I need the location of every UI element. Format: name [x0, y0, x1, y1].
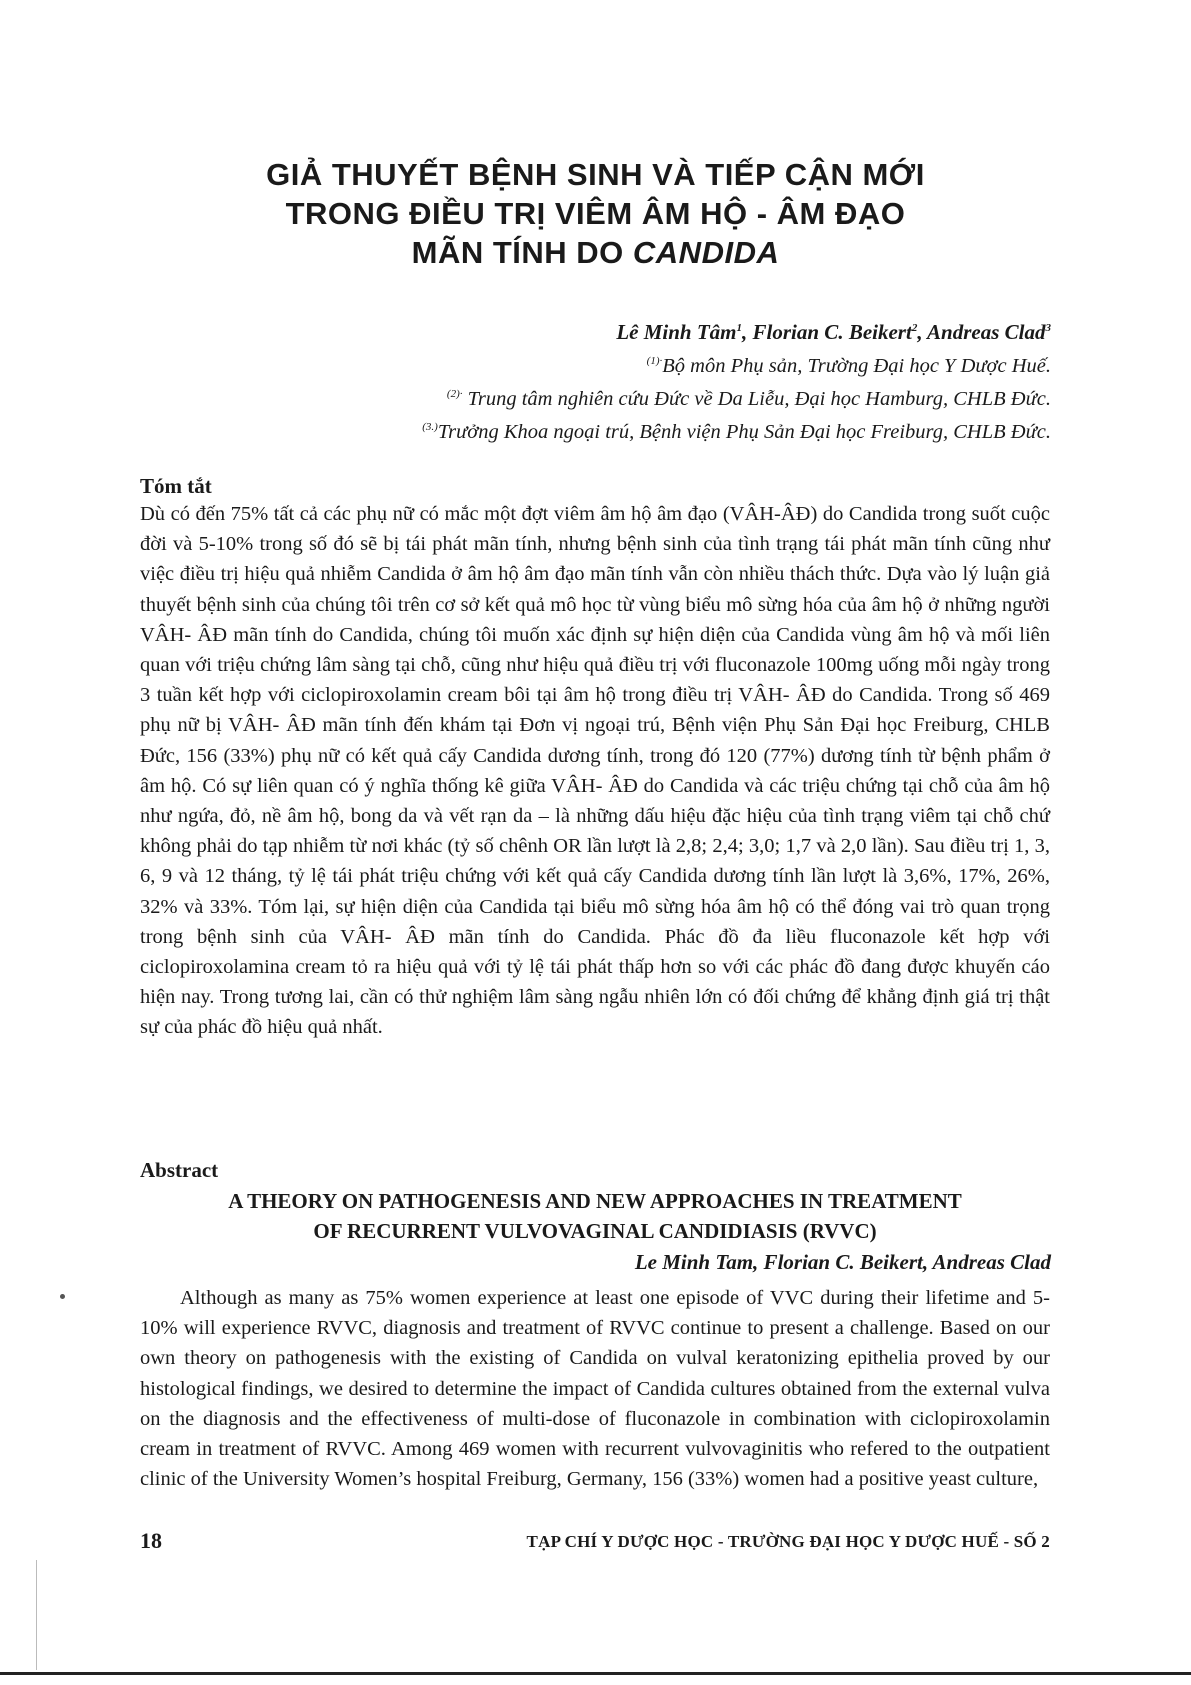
title-line-3-prefix: MÃN TÍNH DO	[411, 235, 633, 270]
author-3-sup: 3	[1045, 322, 1051, 334]
affiliation-2	[422, 380, 1051, 413]
affiliation-3-mark: (3.)	[422, 420, 438, 433]
affiliation-1-text: Bộ môn Phụ sản, Trường Đại học Y Dược Huế.	[662, 354, 1051, 377]
journal-name: TẠP CHÍ Y DƯỢC HỌC - TRƯỜNG ĐẠI HỌC Y DƯỢC HUẾ - SỐ 2	[526, 1532, 1050, 1551]
affiliation-3-text: Trưởng Khoa ngoại trú, Bệnh viện Phụ Sản Đại học Freiburg, CHLB Đức.	[437, 420, 1051, 443]
affiliation-2-text: Trung tâm nghiên cứu Đức về Da Liễu, Đại học Hamburg, CHLB Đức.	[462, 387, 1051, 410]
abstract-authors: Le Minh Tam, Florian C. Beikert, Andreas Clad	[634, 1250, 1051, 1274]
abstract-text: Although as many as 75% women experience at least one episode of VVC during their lifetime and 5-10% will experience RVVC, diagnosis and treatment of RVVC continue to present a challenge. Based on our own theory on pathogenesis with the existing of Candida on vulval keratonizing epithelia proved by our histological findings, we desired to determine the impact of Candida cultures obtained from the external vulva on the diagnosis and the effectiveness of multi-dose of fluconazole in combination with ciclopiroxolamin cream in treatment of RVVC. Among 469 women with recurrent vulvovaginitis who refered to the outpatient clinic of the University Women’s hospital Freiburg, Germany, 156 (33%) women had a positive yeast culture,	[140, 1287, 1050, 1491]
abstract-title-line-1: A THEORY ON PATHOGENESIS AND NEW APPROACHES IN TREATMENT	[228, 1189, 962, 1213]
abstract-heading: Abstract	[140, 1158, 219, 1182]
abstract-section	[140, 1283, 1050, 1494]
author-3: Andreas Clad	[927, 320, 1046, 344]
affiliation-1-mark: (1)·	[646, 355, 663, 367]
page-number: 18	[140, 1528, 162, 1553]
author-names: Lê Minh Tâm$^1$, Florian C. Beikert$^2$, Andreas Clad$^3$	[616, 320, 1051, 344]
title-line-1: GIẢ THUYẾT BỆNH SINH VÀ TIẾP CẬN MỚI	[266, 157, 925, 192]
summary-text: Dù có đến 75% tất cả các phụ nữ có mắc một đợt viêm âm hộ âm đạo (VÂH-ÂĐ) do Candida trong suốt cuộc đời và 5-10% trong số đó sẽ bị tái phát mãn tính, nhưng bệnh sinh của tình trạng tái phát mãn tính cũng như việc điều trị hiệu quả nhiễm Candida ở âm hộ âm đạo mãn tính vẫn còn nhiều thách thức. Dựa vào lý luận giả thuyết bệnh sinh của chúng tôi trên cơ sở kết quả mô học từ vùng biểu mô sừng hóa của âm hộ ở những người VÂH- ÂĐ mãn tính do Candida, chúng tôi muốn xác định sự hiện diện của Candida vùng âm hộ và mối liên quan với triệu chứng lâm sàng tại chỗ, cũng như hiệu quả điều trị với fluconazole 100mg uống mỗi ngày trong 3 tuần kết hợp với ciclopiroxolamin cream bôi tại âm hộ trong điều trị VÂH- ÂĐ do Candida. Trong số 469 phụ nữ bị VÂH- ÂĐ mãn tính đến khám tại Đơn vị ngoại trú, Bệnh viện Phụ Sản Đại học Freiburg, CHLB Đức, 156 (33%) phụ nữ có kết quả cấy Candida dương tính, trong đó 120 (77%) dương tính từ bệnh phẩm ở âm hộ. Có sự liên quan có ý nghĩa thống kê giữa VÂH- ÂĐ do Candida và các triệu chứng tại chỗ của âm hộ như ngứa, đỏ, nề âm hộ, bong da và vết rạn da – là những dấu hiệu đặc hiệu của tình trạng viêm tại chỗ chứ không phải do tạp nhiễm từ nơi khác (tỷ số chênh OR lần lượt là 2,8; 2,4; 3,0; 1,7 và 2,0 lần). Sau điều trị 1, 3, 6, 9 và 12 tháng, tỷ lệ tái phát triệu chứng với kết quả cấy Candida dương tính lần lượt là 3,6%, 17%, 26%, 32% và 33%. Tóm lại, sự hiện diện của Candida tại biểu mô sừng hóa âm hộ có thể đóng vai trò quan trọng trong bệnh sinh của VÂH- ÂĐ mãn tính do Candida. Phác đồ đa liều fluconazole kết hợp với ciclopiroxolamina cream tỏ ra hiệu quả với tỷ lệ tái phát thấp hơn so với các phác đồ đang được khuyến cáo hiện nay. Trong tương lai, cần có thử nghiệm lâm sàng ngẫu nhiên lớn có đối chứng để khẳng định giá trị thật sự của phác đồ hiệu quả nhất.	[140, 503, 1050, 1039]
title-line-3-italic: CANDIDA	[632, 235, 780, 270]
summary-heading: Tóm tắt	[140, 474, 212, 498]
author-2: Florian C. Beikert	[752, 320, 912, 344]
scan-margin-line	[36, 1560, 37, 1670]
author-1: Lê Minh Tâm	[616, 320, 737, 344]
abstract-title	[140, 1186, 1050, 1246]
scan-bottom-edge	[0, 1672, 1191, 1675]
title-line-3	[0, 233, 1191, 272]
affiliation-1	[422, 347, 1051, 380]
author-block	[422, 314, 1051, 445]
title-line-2: TRONG ĐIỀU TRỊ VIÊM ÂM HỘ - ÂM ĐẠO	[285, 196, 906, 231]
author-2-sup: 2	[911, 322, 918, 334]
abstract-title-line-2: OF RECURRENT VULVOVAGINAL CANDIDIASIS (RVVC)	[313, 1219, 877, 1243]
summary-section	[140, 474, 1050, 1043]
affiliation-3	[422, 413, 1051, 446]
scan-speck	[60, 1294, 65, 1299]
author-1-sup: 1	[736, 322, 743, 334]
affiliation-2-mark: (2)·	[446, 387, 463, 400]
abstract-heading-block	[140, 1158, 1050, 1183]
article-title	[0, 155, 1191, 272]
